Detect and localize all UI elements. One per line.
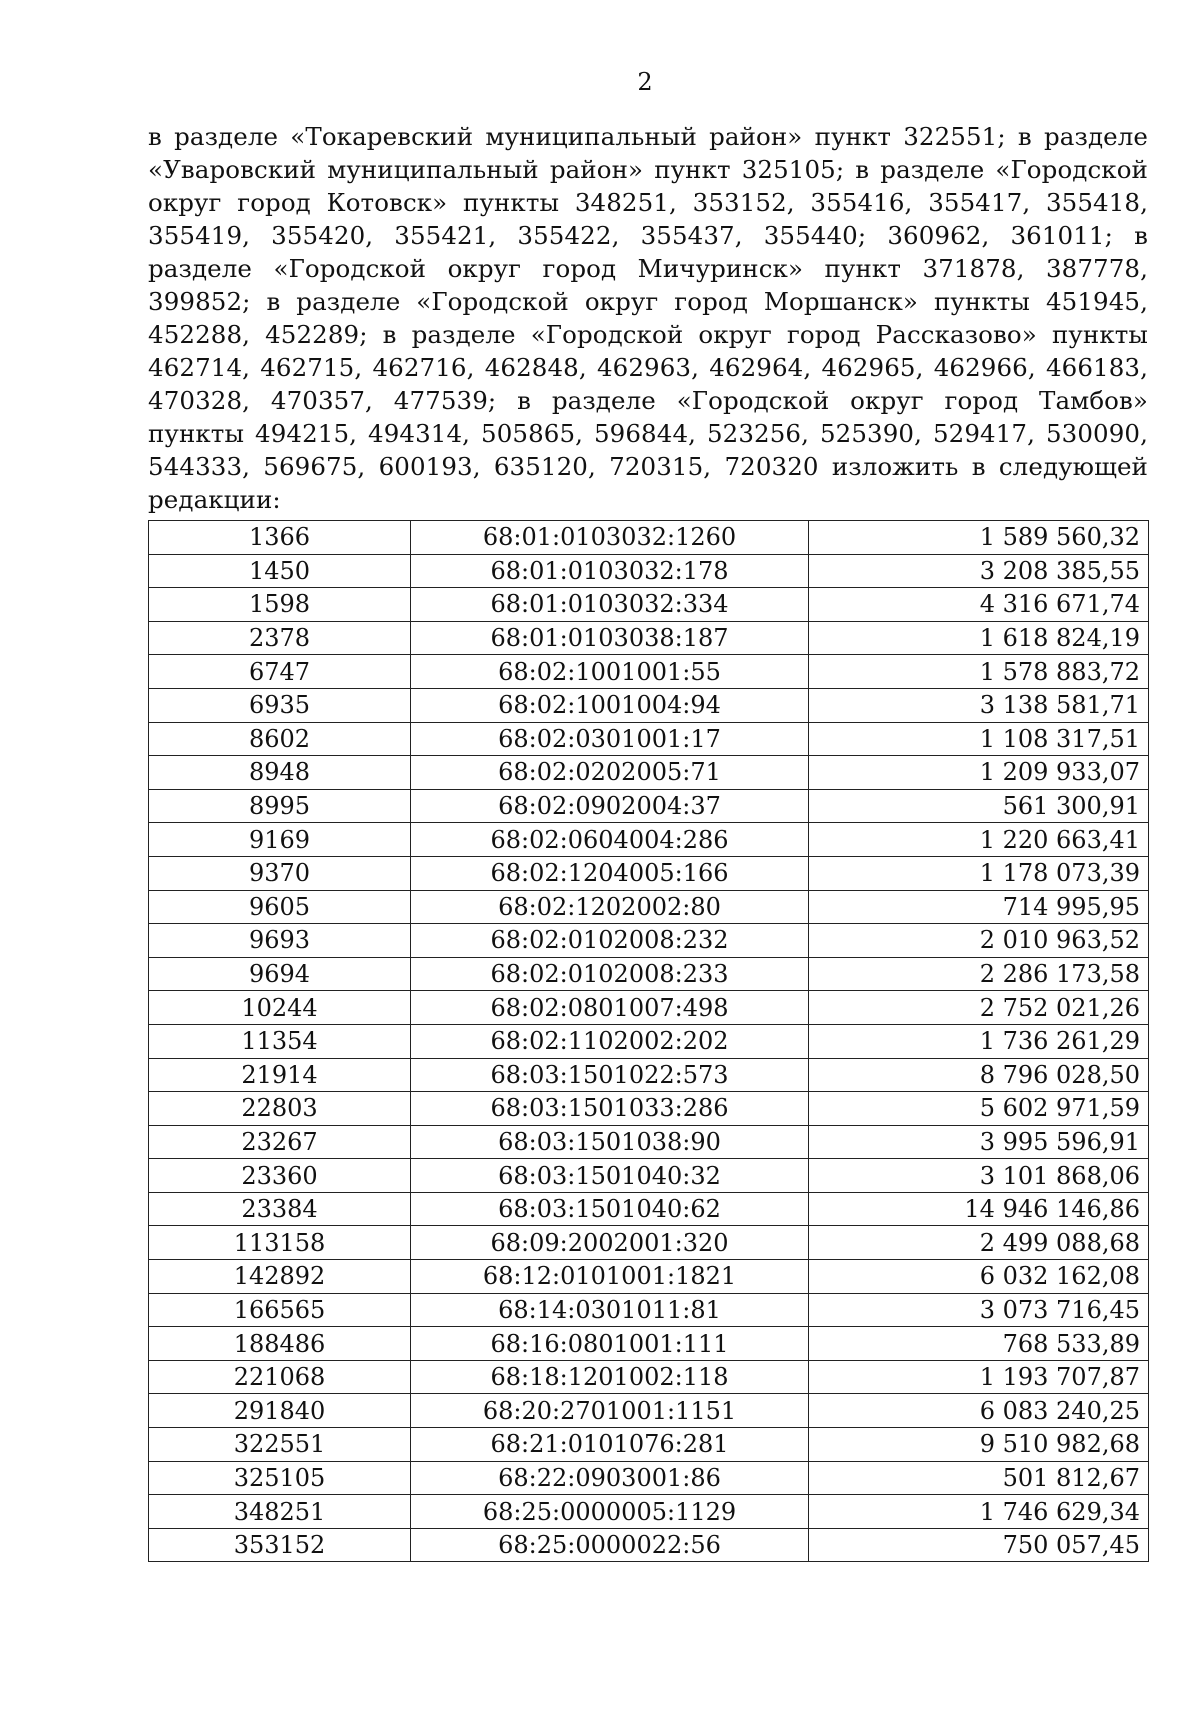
cadastral-value-cell: 1 589 560,32	[809, 521, 1149, 555]
cadastral-table-container	[148, 520, 1148, 1562]
cadastral-number-cell: 68:01:0103032:1260	[411, 521, 809, 555]
row-number-cell: 21914	[149, 1058, 411, 1092]
cadastral-number-cell: 68:09:2002001:320	[411, 1226, 809, 1260]
table-row	[149, 756, 1149, 790]
table-row	[149, 924, 1149, 958]
table-row	[149, 1192, 1149, 1226]
cadastral-value-cell: 714 995,95	[809, 890, 1149, 924]
table-row	[149, 856, 1149, 890]
cadastral-number-cell: 68:03:1501040:32	[411, 1159, 809, 1193]
row-number-cell: 23360	[149, 1159, 411, 1193]
cadastral-value-cell: 1 209 933,07	[809, 756, 1149, 790]
cadastral-value-cell: 6 032 162,08	[809, 1260, 1149, 1294]
cadastral-value-cell: 2 499 088,68	[809, 1226, 1149, 1260]
cadastral-number-cell: 68:02:0102008:233	[411, 957, 809, 991]
table-row	[149, 1327, 1149, 1361]
row-number-cell: 113158	[149, 1226, 411, 1260]
cadastral-number-cell: 68:02:1001001:55	[411, 655, 809, 689]
cadastral-value-cell: 1 578 883,72	[809, 655, 1149, 689]
cadastral-number-cell: 68:18:1201002:118	[411, 1360, 809, 1394]
cadastral-value-cell: 6 083 240,25	[809, 1394, 1149, 1428]
table-row	[149, 722, 1149, 756]
cadastral-number-cell: 68:12:0101001:1821	[411, 1260, 809, 1294]
cadastral-value-cell: 750 057,45	[809, 1528, 1149, 1562]
cadastral-number-cell: 68:02:0604004:286	[411, 823, 809, 857]
table-row	[149, 1024, 1149, 1058]
cadastral-value-cell: 2 286 173,58	[809, 957, 1149, 991]
table-row	[149, 1092, 1149, 1126]
table-row	[149, 1058, 1149, 1092]
row-number-cell: 11354	[149, 1024, 411, 1058]
cadastral-number-cell: 68:03:1501038:90	[411, 1125, 809, 1159]
table-row	[149, 1394, 1149, 1428]
table-row	[149, 1528, 1149, 1562]
row-number-cell: 22803	[149, 1092, 411, 1126]
table-row	[149, 521, 1149, 555]
cadastral-value-cell: 561 300,91	[809, 789, 1149, 823]
row-number-cell: 142892	[149, 1260, 411, 1294]
row-number-cell: 1598	[149, 588, 411, 622]
cadastral-value-cell: 5 602 971,59	[809, 1092, 1149, 1126]
row-number-cell: 9694	[149, 957, 411, 991]
row-number-cell: 8995	[149, 789, 411, 823]
cadastral-number-cell: 68:03:1501022:573	[411, 1058, 809, 1092]
table-row	[149, 823, 1149, 857]
cadastral-value-cell: 1 193 707,87	[809, 1360, 1149, 1394]
cadastral-number-cell: 68:02:0801007:498	[411, 991, 809, 1025]
cadastral-value-cell: 1 746 629,34	[809, 1495, 1149, 1529]
cadastral-value-cell: 1 736 261,29	[809, 1024, 1149, 1058]
cadastral-value-cell: 1 618 824,19	[809, 621, 1149, 655]
cadastral-number-cell: 68:02:0202005:71	[411, 756, 809, 790]
cadastral-value-table	[148, 520, 1149, 1562]
cadastral-value-cell: 8 796 028,50	[809, 1058, 1149, 1092]
row-number-cell: 322551	[149, 1428, 411, 1462]
row-number-cell: 291840	[149, 1394, 411, 1428]
intro-paragraph: в разделе «Токаревский муниципальный район» пункт 322551; в разделе «Уваровский муниципальный район» пункт 325105; в разделе «Городской округ город Котовск» пункты 348251, 353152, 355416, 355417, 355418, 355419, 355420, 355421, 355422, 355437, 355440; 360962, 361011; в разделе «Городской округ город Мичуринск» пункт 371878, 387778, 399852; в разделе «Городской округ город Моршанск» пункты 451945, 452288, 452289; в разделе «Городской округ город Рассказово» пункты 462714, 462715, 462716, 462848, 462963, 462964, 462965, 462966, 466183, 470328, 470357, 477539; в разделе «Городской округ город Тамбов» пункты 494215, 494314, 505865, 596844, 523256, 525390, 529417, 530090, 544333, 569675, 600193, 635120, 720315, 720320 изложить в следующей редакции:	[148, 122, 1148, 514]
row-number-cell: 1450	[149, 554, 411, 588]
cadastral-number-cell: 68:02:1204005:166	[411, 856, 809, 890]
cadastral-value-cell: 1 220 663,41	[809, 823, 1149, 857]
cadastral-number-cell: 68:02:0902004:37	[411, 789, 809, 823]
cadastral-number-cell: 68:02:1001004:94	[411, 688, 809, 722]
table-row	[149, 554, 1149, 588]
cadastral-number-cell: 68:03:1501040:62	[411, 1192, 809, 1226]
table-body	[149, 521, 1149, 1562]
table-row	[149, 991, 1149, 1025]
row-number-cell: 166565	[149, 1293, 411, 1327]
cadastral-number-cell: 68:03:1501033:286	[411, 1092, 809, 1126]
table-row	[149, 1293, 1149, 1327]
cadastral-value-cell: 2 010 963,52	[809, 924, 1149, 958]
cadastral-number-cell: 68:14:0301011:81	[411, 1293, 809, 1327]
cadastral-value-cell: 3 995 596,91	[809, 1125, 1149, 1159]
cadastral-value-cell: 9 510 982,68	[809, 1428, 1149, 1462]
row-number-cell: 2378	[149, 621, 411, 655]
row-number-cell: 9169	[149, 823, 411, 857]
row-number-cell: 1366	[149, 521, 411, 555]
row-number-cell: 353152	[149, 1528, 411, 1562]
cadastral-number-cell: 68:01:0103038:187	[411, 621, 809, 655]
row-number-cell: 221068	[149, 1360, 411, 1394]
row-number-cell: 9605	[149, 890, 411, 924]
table-row	[149, 1260, 1149, 1294]
cadastral-value-cell: 14 946 146,86	[809, 1192, 1149, 1226]
table-row	[149, 621, 1149, 655]
row-number-cell: 23384	[149, 1192, 411, 1226]
cadastral-value-cell: 501 812,67	[809, 1461, 1149, 1495]
cadastral-number-cell: 68:20:2701001:1151	[411, 1394, 809, 1428]
cadastral-number-cell: 68:16:0801001:111	[411, 1327, 809, 1361]
row-number-cell: 23267	[149, 1125, 411, 1159]
row-number-cell: 325105	[149, 1461, 411, 1495]
cadastral-value-cell: 2 752 021,26	[809, 991, 1149, 1025]
cadastral-number-cell: 68:01:0103032:178	[411, 554, 809, 588]
table-row	[149, 890, 1149, 924]
cadastral-value-cell: 3 138 581,71	[809, 688, 1149, 722]
cadastral-value-cell: 3 101 868,06	[809, 1159, 1149, 1193]
table-row	[149, 1226, 1149, 1260]
table-row	[149, 1428, 1149, 1462]
row-number-cell: 6935	[149, 688, 411, 722]
cadastral-value-cell: 1 108 317,51	[809, 722, 1149, 756]
cadastral-value-cell: 1 178 073,39	[809, 856, 1149, 890]
cadastral-number-cell: 68:01:0103032:334	[411, 588, 809, 622]
table-row	[149, 789, 1149, 823]
cadastral-number-cell: 68:25:0000005:1129	[411, 1495, 809, 1529]
table-row	[149, 655, 1149, 689]
row-number-cell: 188486	[149, 1327, 411, 1361]
cadastral-value-cell: 768 533,89	[809, 1327, 1149, 1361]
table-row	[149, 1360, 1149, 1394]
table-row	[149, 588, 1149, 622]
row-number-cell: 6747	[149, 655, 411, 689]
cadastral-number-cell: 68:02:0301001:17	[411, 722, 809, 756]
cadastral-number-cell: 68:02:0102008:232	[411, 924, 809, 958]
row-number-cell: 8948	[149, 756, 411, 790]
row-number-cell: 348251	[149, 1495, 411, 1529]
page-number: 2	[637, 68, 653, 96]
table-row	[149, 1159, 1149, 1193]
table-row	[149, 1495, 1149, 1529]
cadastral-number-cell: 68:25:0000022:56	[411, 1528, 809, 1562]
cadastral-number-cell: 68:22:0903001:86	[411, 1461, 809, 1495]
table-row	[149, 957, 1149, 991]
row-number-cell: 10244	[149, 991, 411, 1025]
cadastral-number-cell: 68:21:0101076:281	[411, 1428, 809, 1462]
table-row	[149, 1461, 1149, 1495]
cadastral-number-cell: 68:02:1102002:202	[411, 1024, 809, 1058]
cadastral-number-cell: 68:02:1202002:80	[411, 890, 809, 924]
table-row	[149, 688, 1149, 722]
cadastral-value-cell: 3 073 716,45	[809, 1293, 1149, 1327]
row-number-cell: 9370	[149, 856, 411, 890]
row-number-cell: 9693	[149, 924, 411, 958]
table-row	[149, 1125, 1149, 1159]
row-number-cell: 8602	[149, 722, 411, 756]
cadastral-value-cell: 3 208 385,55	[809, 554, 1149, 588]
cadastral-value-cell: 4 316 671,74	[809, 588, 1149, 622]
